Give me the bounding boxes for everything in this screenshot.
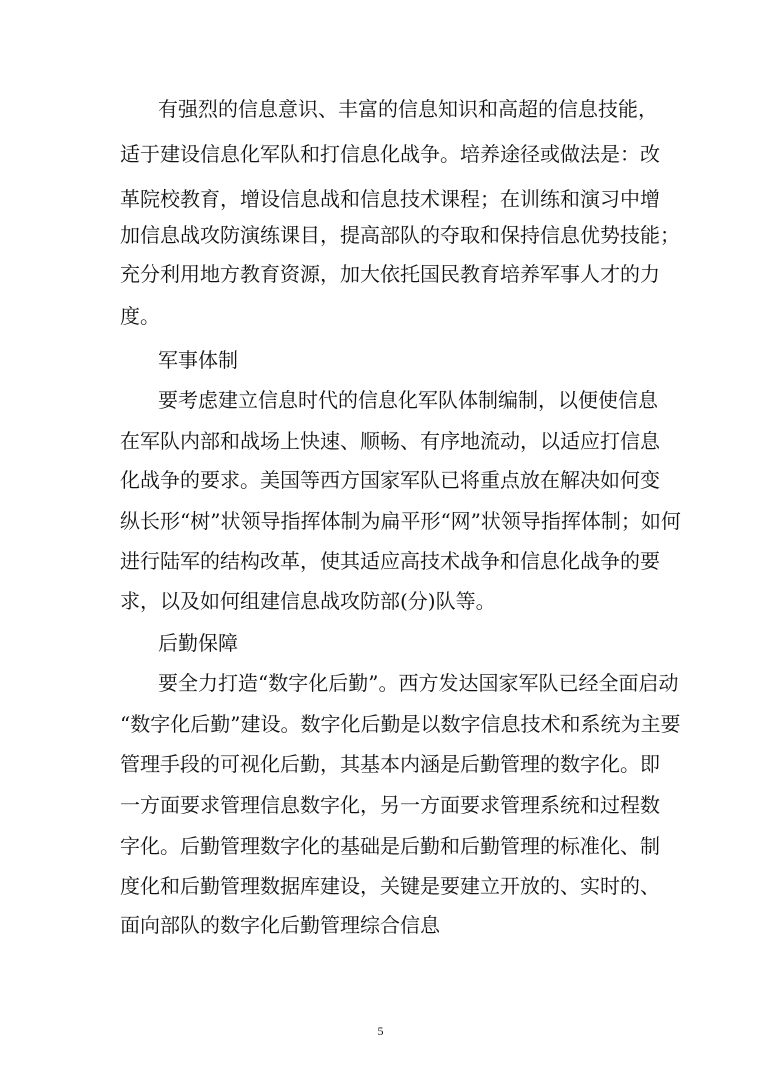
paragraph-line: 适于建设信息化军队和打信息化战争。培养途径或做法是：改 <box>120 142 660 166</box>
paragraph-line: 在军队内部和战场上快速、顺畅、有序地流动，以适应打信息 <box>120 429 660 453</box>
paragraph-line: 度。 <box>120 304 160 328</box>
paragraph-line: “数字化后勤”建设。数字化后勤是以数字信息技术和系统为主要 <box>120 712 681 736</box>
paragraph-line: 纵长形“树”状领导指挥体制为扁平形“网”状领导指挥体制；如何 <box>120 509 681 533</box>
paragraph-line: 度化和后勤管理数据库建设，关键是要建立开放的、实时的、 <box>120 874 660 898</box>
page-number: 5 <box>377 1024 384 1038</box>
paragraph-line: 面向部队的数字化后勤管理综合信息 <box>120 913 440 937</box>
paragraph-line: 革院校教育，增设信息战和信息技术课程；在训练和演习中增 <box>120 187 660 211</box>
paragraph-line: 字化。后勤管理数字化的基础是后勤和后勤管理的标准化、制 <box>120 834 660 858</box>
paragraph-line: 要全力打造“数字化后勤”。西方发达国家军队已经全面启动 <box>158 671 679 695</box>
paragraph-line: 要考虑建立信息时代的信息化军队体制编制，以便使信息 <box>158 388 658 412</box>
paragraph-line: 进行陆军的结构改革，使其适应高技术战争和信息化战争的要 <box>120 549 660 573</box>
paragraph-line: 一方面要求管理信息数字化，另一方面要求管理系统和过程数 <box>120 793 660 817</box>
paragraph-line: 化战争的要求。美国等西方国家军队已将重点放在解决如何变 <box>120 468 660 492</box>
paragraph-line: 有强烈的信息意识、丰富的信息知识和高超的信息技能， <box>158 97 658 121</box>
paragraph-line: 充分利用地方教育资源，加大依托国民教育培养军事人才的力 <box>120 262 660 286</box>
paragraph-line: 管理手段的可视化后勤，其基本内涵是后勤管理的数字化。即 <box>120 752 660 776</box>
section-heading: 军事体制 <box>158 348 238 372</box>
paragraph-line: 求，以及如何组建信息战攻防部(分)队等。 <box>120 589 496 613</box>
section-heading: 后勤保障 <box>158 631 238 655</box>
paragraph-line: 加信息战攻防演练课目，提高部队的夺取和保持信息优势技能； <box>120 223 680 247</box>
